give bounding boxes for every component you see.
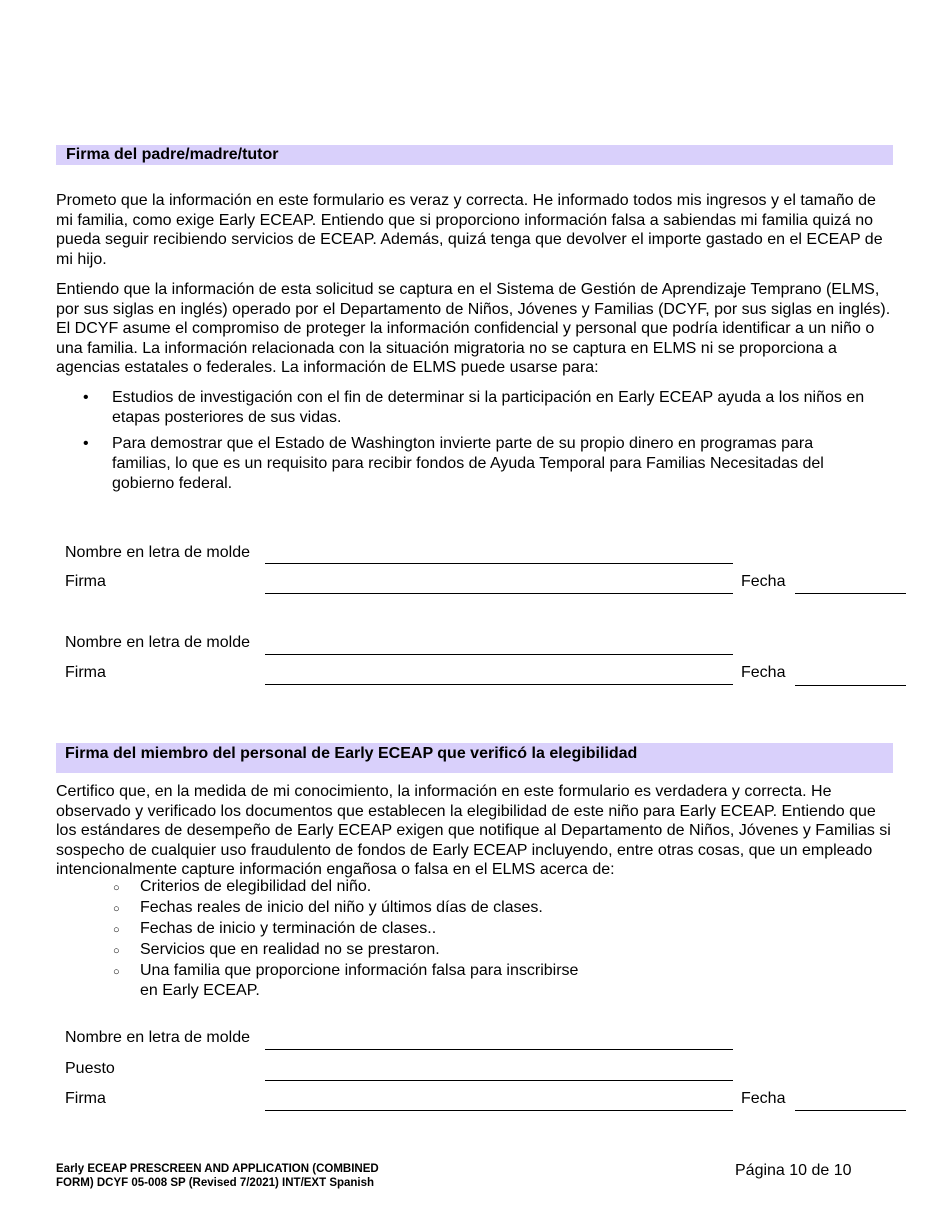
signature-field[interactable] <box>265 1110 733 1111</box>
circle-bullet-icon: ○ <box>113 945 120 957</box>
circle-bullet-icon: ○ <box>113 882 120 894</box>
date-label: Fecha <box>741 1090 786 1107</box>
page-number: Página 10 de 10 <box>735 1162 852 1179</box>
parent-declaration-paragraph: Prometo que la información en este formulario es veraz y correcta. He informado todos mis ingresos y el tamaño de mi familia, como exige Early ECEAP. Entiendo que si proporciono información falsa a sabiendas mi familia quizá no pueda seguir recibiendo servicios de ECEAP. Además, quizá tenga que devolver el importe gastado en el ECEAP de mi hijo. <box>56 192 883 268</box>
position-field[interactable] <box>265 1080 733 1081</box>
list-item-text: Una familia que proporcione información falsa para inscribirse en Early ECEAP. <box>140 962 579 999</box>
list-item-text: Estudios de investigación con el fin de determinar si la participación en Early ECEAP ayuda a los niños en etapas posteriores de sus vidas. <box>112 389 865 426</box>
signature-label: Firma <box>65 1090 106 1107</box>
list-item <box>113 877 633 897</box>
reportable-items-list <box>113 877 633 1001</box>
printed-name-field[interactable] <box>265 654 733 655</box>
list-item-text: Fechas de inicio y terminación de clases.. <box>140 920 437 937</box>
printed-name-field[interactable] <box>265 1049 733 1050</box>
circle-bullet-icon: ○ <box>113 903 120 915</box>
printed-name-label: Nombre en letra de molde <box>65 544 250 561</box>
list-item <box>113 919 633 939</box>
form-identifier-line: Early ECEAP PRESCREEN AND APPLICATION (COMBINED <box>56 1163 379 1175</box>
list-item-text: Fechas reales de inicio del niño y últimos días de clases. <box>140 899 543 916</box>
date-field[interactable] <box>795 1110 906 1111</box>
elms-uses-list <box>56 388 886 495</box>
form-identifier <box>56 1162 379 1190</box>
date-label: Fecha <box>741 573 786 590</box>
bullet-icon: • <box>83 389 89 406</box>
position-label: Puesto <box>65 1060 115 1077</box>
circle-bullet-icon: ○ <box>113 924 120 936</box>
signature-label: Firma <box>65 573 106 590</box>
section-title: Firma del padre/madre/tutor <box>66 146 279 163</box>
date-field[interactable] <box>795 685 906 686</box>
list-item <box>113 961 580 1001</box>
section-header-parent-signature <box>56 145 893 165</box>
signature-label: Firma <box>65 664 106 681</box>
section-title: Firma del miembro del personal de Early ECEAP que verificó la elegibilidad <box>65 745 638 762</box>
list-item <box>56 434 832 494</box>
list-item-text: Servicios que en realidad no se prestaron. <box>140 941 440 958</box>
list-item-text: Criterios de elegibilidad del niño. <box>140 878 372 895</box>
staff-certification-paragraph: Certifico que, en la medida de mi conocimiento, la información en este formulario es verdadera y correcta. He observado y verificado los documentos que establecen la elegibilidad de este niño para Early ECEAP. Entiendo que los estándares de desempeño de Early ECEAP exigen que notifique al Departamento de Niños, Jóvenes y Familias si sospecho de cualquier uso fraudulento de fondos de Early ECEAP incluyendo, entre otras cosas, que un empleado intencionalmente capture información engañosa o falsa en el ELMS acerca de: <box>56 783 891 878</box>
form-identifier-line: FORM) DCYF 05-008 SP (Revised 7/2021) INT/EXT Spanish <box>56 1177 375 1189</box>
signature-field[interactable] <box>265 593 733 594</box>
section-header-staff-signature <box>56 743 893 773</box>
list-item <box>113 940 633 960</box>
date-field[interactable] <box>795 593 906 594</box>
list-item-text: Para demostrar que el Estado de Washington invierte parte de su propio dinero en programas para familias, lo que es un requisito para recibir fondos de Ayuda Temporal para Familias Necesitadas del gobierno federal. <box>112 435 824 492</box>
date-label: Fecha <box>741 664 786 681</box>
circle-bullet-icon: ○ <box>113 966 120 978</box>
printed-name-label: Nombre en letra de molde <box>65 634 250 651</box>
signature-field[interactable] <box>265 684 733 685</box>
printed-name-field[interactable] <box>265 563 733 564</box>
printed-name-label: Nombre en letra de molde <box>65 1029 250 1046</box>
elms-info-paragraph: Entiendo que la información de esta solicitud se captura en el Sistema de Gestión de Aprendizaje Temprano (ELMS, por sus siglas en inglés) operado por el Departamento de Niños, Jóvenes y Familias (DCYF, por sus siglas en inglés). El DCYF asume el compromiso de proteger la información confidencial y personal que podría identificar a un niño o una familia. La información relacionada con la situación migratoria no se captura en ELMS ni se proporciona a agencias estatales o federales. La información de ELMS puede usarse para: <box>56 281 891 376</box>
list-item <box>56 388 886 428</box>
list-item <box>113 898 633 918</box>
bullet-icon: • <box>83 435 89 452</box>
